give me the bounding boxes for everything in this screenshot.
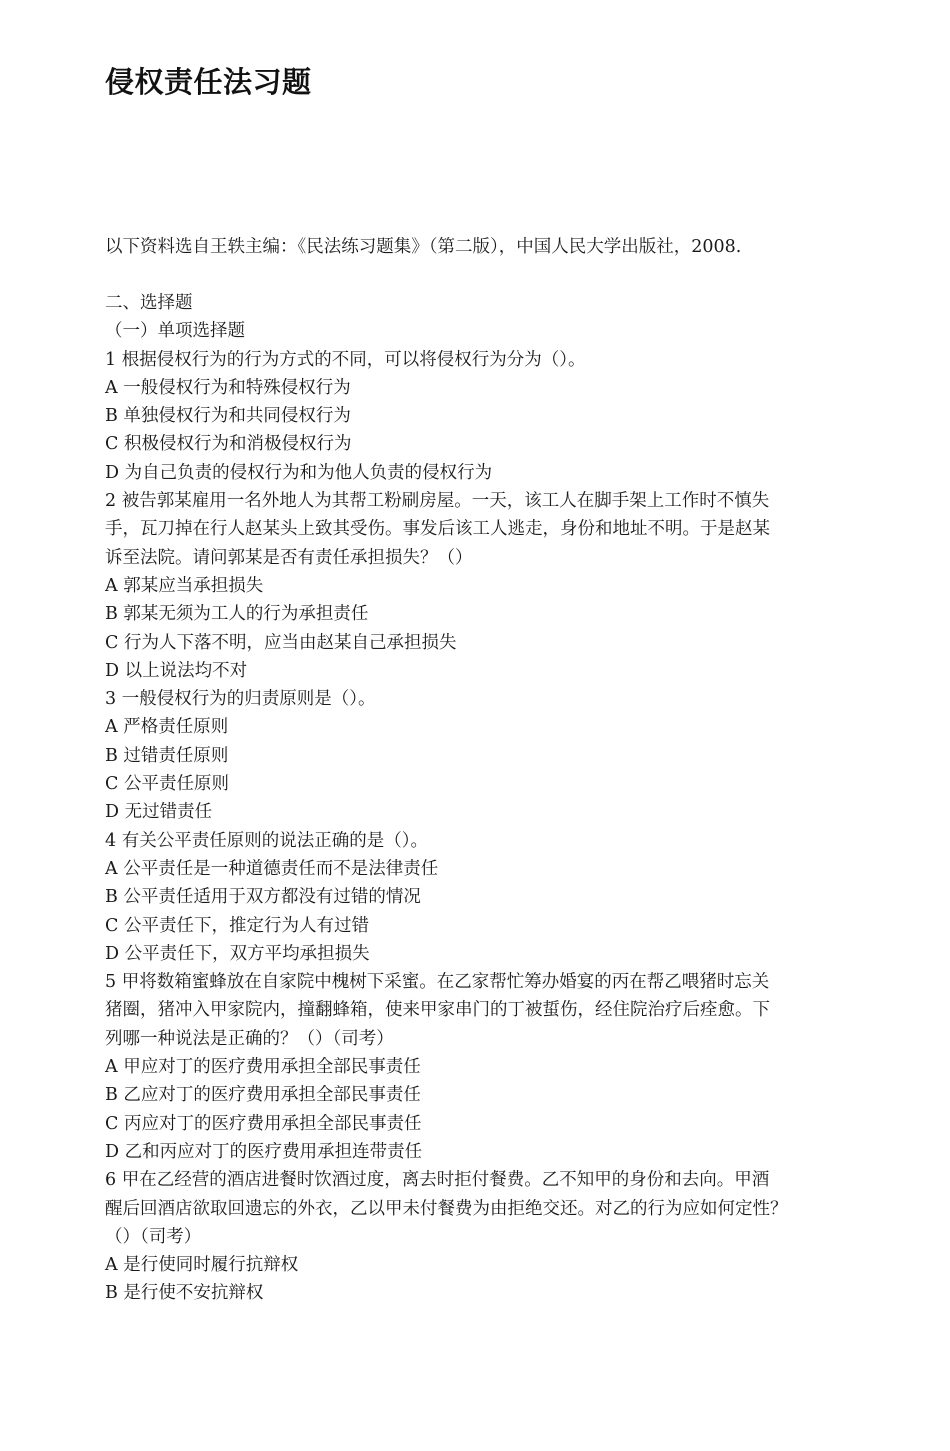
question-body (105, 289, 865, 1308)
question-option: A 严格责任原则 (105, 717, 229, 738)
question-stem-line: （）（司考） (105, 1226, 202, 1247)
question-stem-line: 猪圈，猪冲入甲家院内，撞翻蜂箱，使来甲家串门的丁被蜇伤，经住院治疗后痊愈。下 (105, 1000, 770, 1021)
question-stem-line: 6 甲在乙经营的酒店进餐时饮酒过度，离去时拒付餐费。乙不知甲的身份和去向。甲酒 (105, 1170, 770, 1191)
question-option: B 是行使不安抗辩权 (105, 1283, 264, 1304)
question-item (105, 827, 865, 968)
question-option: B 单独侵权行为和共同侵权行为 (105, 406, 351, 427)
question-stem-line: 1 根据侵权行为的行为方式的不同，可以将侵权行为分为（）。 (105, 349, 586, 370)
question-stem-line: 4 有关公平责任原则的说法正确的是（）。 (105, 830, 428, 851)
question-stem-line: 3 一般侵权行为的归责原则是（）。 (105, 689, 376, 710)
question-stem-line: 手，瓦刀掉在行人赵某头上致其受伤。事发后该工人逃走，身份和地址不明。于是赵某 (105, 519, 770, 540)
question-stem-line: 列哪一种说法是正确的？（）（司考） (105, 1028, 394, 1049)
document-title: 侵权责任法习题 (105, 65, 312, 99)
question-item (105, 685, 865, 826)
question-option: C 丙应对丁的医疗费用承担全部民事责任 (105, 1113, 422, 1134)
section-subheading: （一）单项选择题 (105, 321, 245, 342)
question-item (105, 346, 865, 487)
question-option: D 乙和丙应对丁的医疗费用承担连带责任 (105, 1141, 423, 1162)
question-item (105, 487, 865, 685)
question-option: C 公平责任原则 (105, 774, 229, 795)
question-option: B 过错责任原则 (105, 745, 229, 766)
question-option: A 甲应对丁的医疗费用承担全部民事责任 (105, 1057, 421, 1078)
question-option: C 公平责任下，推定行为人有过错 (105, 915, 369, 936)
question-item (105, 968, 865, 1166)
question-option: B 郭某无须为工人的行为承担责任 (105, 604, 369, 625)
question-option: D 为自己负责的侵权行为和为他人负责的侵权行为 (105, 462, 493, 483)
question-option: B 公平责任适用于双方都没有过错的情况 (105, 887, 421, 908)
section-heading: 二、选择题 (105, 293, 193, 313)
question-stem-line: 5 甲将数箱蜜蜂放在自家院中槐树下采蜜。在乙家帮忙筹办婚宴的丙在帮乙喂猪时忘关 (105, 972, 770, 993)
question-option: A 一般侵权行为和特殊侵权行为 (105, 377, 351, 398)
question-item (105, 1166, 865, 1307)
question-option: D 以上说法均不对 (105, 660, 248, 681)
question-option: A 是行使同时履行抗辩权 (105, 1255, 299, 1276)
question-stem-line: 诉至法院。请问郭某是否有责任承担损失？（） (105, 547, 473, 568)
question-option: D 无过错责任 (105, 802, 213, 823)
question-option: D 公平责任下，双方平均承担损失 (105, 943, 370, 964)
question-option: C 行为人下落不明，应当由赵某自己承担损失 (105, 632, 457, 653)
question-option: A 郭某应当承担损失 (105, 575, 264, 596)
question-option: C 积极侵权行为和消极侵权行为 (105, 434, 352, 455)
question-option: A 公平责任是一种道德责任而不是法律责任 (105, 858, 439, 879)
question-option: B 乙应对丁的医疗费用承担全部民事责任 (105, 1085, 421, 1106)
question-stem-line: 2 被告郭某雇用一名外地人为其帮工粉刷房屋。一天，该工人在脚手架上工作时不慎失 (105, 491, 770, 512)
question-stem-line: 醒后回酒店欲取回遗忘的外衣，乙以甲未付餐费为由拒绝交还。对乙的行为应如何定性？ (105, 1198, 788, 1219)
source-citation: 以下资料选自王轶主编：《民法练习题集》（第二版），中国人民大学出版社，2008. (105, 237, 742, 257)
